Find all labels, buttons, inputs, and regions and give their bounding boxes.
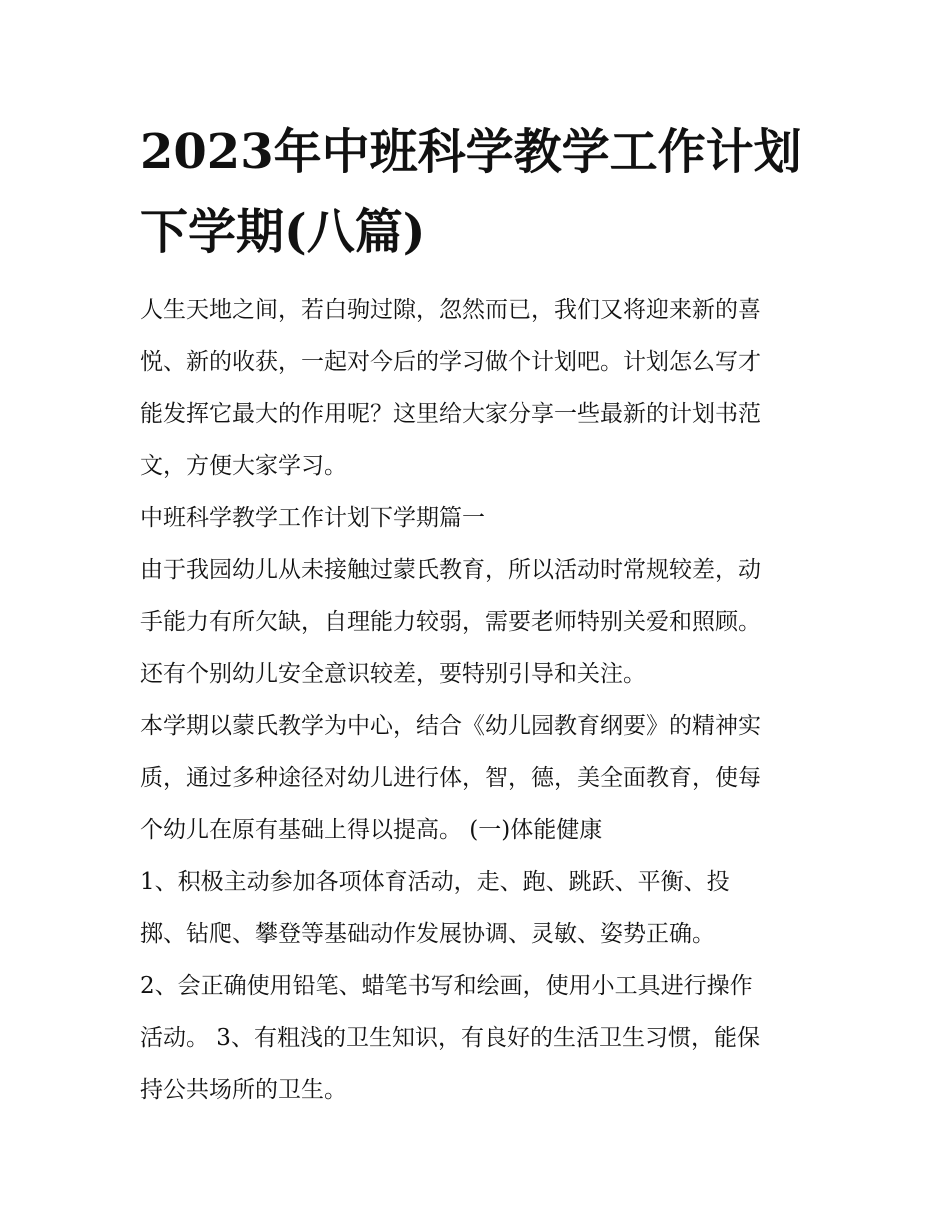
text-line: 持公共场所的卫生。: [140, 1077, 347, 1103]
text-line: 质，通过多种途径对幼儿进行体，智，德，美全面教育，使每: [140, 765, 761, 791]
document-content: [140, 112, 820, 1116]
text-line: 能发挥它最大的作用呢？这里给大家分享一些最新的计划书范: [140, 401, 761, 427]
title-line: 下学期(八篇): [140, 204, 426, 260]
text-line: 掷、钻爬、攀登等基础动作发展协调、灵敏、姿势正确。: [140, 921, 715, 947]
list-item-2: [140, 960, 820, 1116]
text-line: 由于我园幼儿从未接触过蒙氏教育，所以活动时常规较差，动: [140, 557, 761, 583]
text-line: 本学期以蒙氏教学为中心，结合《幼儿园教育纲要》的精神实: [140, 713, 761, 739]
text-line: 人生天地之间，若白驹过隙，忽然而已，我们又将迎来新的喜: [140, 297, 761, 323]
goal-paragraph: [140, 700, 820, 856]
list-item-1: [140, 856, 820, 960]
text-line: 还有个别幼儿安全意识较差，要特别引导和关注。: [140, 661, 646, 687]
intro-paragraph: [140, 284, 820, 492]
text-line: 1、积极主动参加各项体育活动，走、跑、跳跃、平衡、投: [140, 869, 730, 895]
text-line: 悦、新的收获，一起对今后的学习做个计划吧。计划怎么写才: [140, 349, 761, 375]
text-line: 中班科学教学工作计划下学期篇一: [140, 505, 485, 531]
text-line: 个幼儿在原有基础上得以提高。 (一)体能健康: [140, 817, 603, 843]
section-heading: [140, 492, 820, 544]
background-paragraph: [140, 544, 820, 700]
text-line: 2、会正确使用铅笔、蜡笔书写和绘画，使用小工具进行操作: [140, 973, 753, 999]
text-line: 手能力有所欠缺，自理能力较弱，需要老师特别关爱和照顾。: [140, 609, 761, 635]
text-line: 文，方便大家学习。: [140, 453, 347, 479]
page-title: [140, 112, 820, 272]
title-line: 2023年中班科学教学工作计划: [140, 124, 802, 180]
text-line: 活动。 3、有粗浅的卫生知识，有良好的生活卫生习惯，能保: [140, 1025, 760, 1051]
